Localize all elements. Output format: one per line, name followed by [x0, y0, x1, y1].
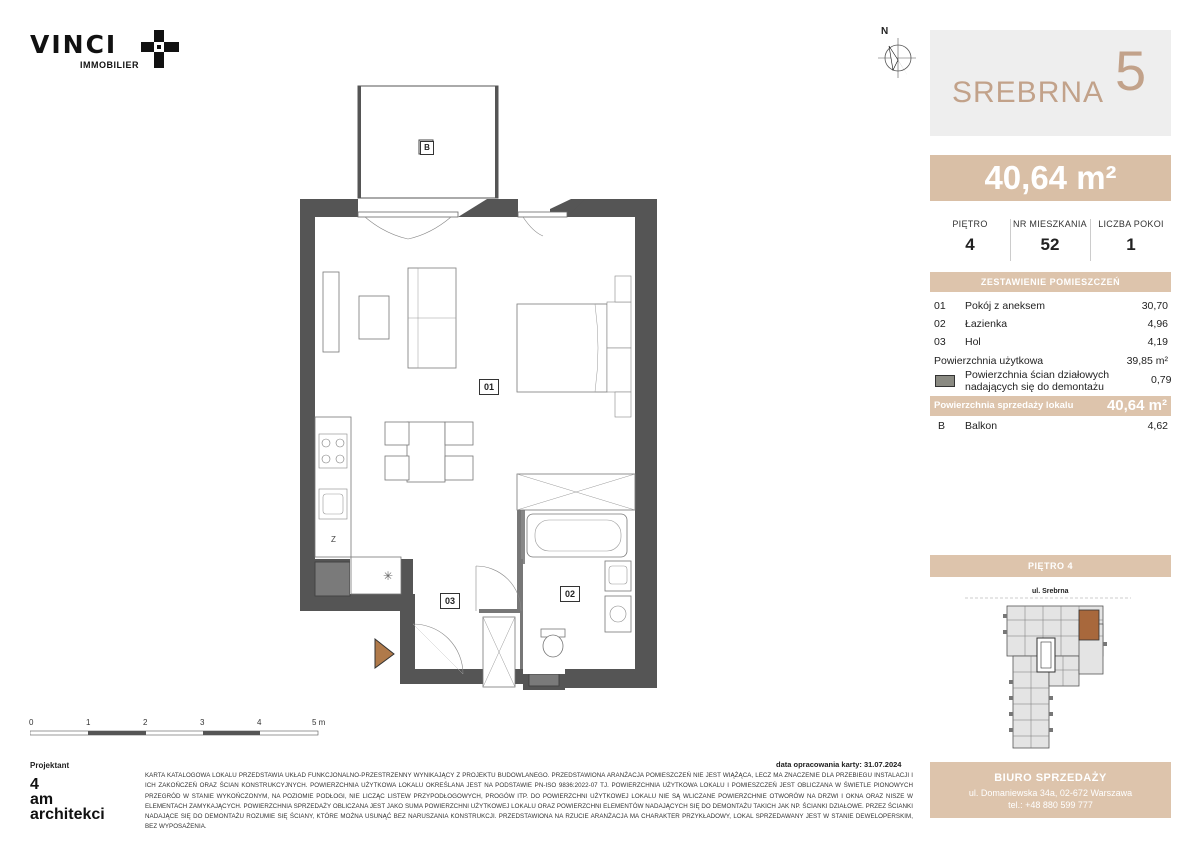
sales-office-address: ul. Domaniewska 34a, 02-672 Warszawa: [968, 788, 1133, 798]
vinci-logo-subtitle: IMMOBILIER: [80, 60, 139, 70]
room-03-label: 03: [440, 593, 460, 609]
balcony-label: B: [420, 141, 434, 155]
room-area: 4,96: [1147, 318, 1168, 330]
sale-area-label: Powierzchnia sprzedaży lokalu: [934, 400, 1074, 411]
number-stat: [1010, 219, 1090, 255]
scale-label-0: 0: [29, 718, 34, 727]
floor-stat: [930, 219, 1010, 255]
entrance-arrow-icon: [375, 639, 394, 668]
room-name: Hol: [965, 336, 981, 348]
current-unit-highlight: [1079, 610, 1099, 640]
room-row: [934, 318, 1168, 332]
sales-office-title: BIURO SPRZEDAŻY: [994, 772, 1107, 784]
walls-label: Powierzchnia ścian działowych nadających się do demontażu: [965, 369, 1110, 393]
room-no: 03: [934, 336, 946, 348]
usable-area-value: 39,85 m²: [1126, 355, 1168, 367]
designer-logo: 4 am architekci: [30, 776, 105, 823]
compass-icon: [866, 26, 916, 78]
rooms-header: ZESTAWIENIE POMIESZCZEŃ: [930, 272, 1171, 292]
room-name: Łazienka: [965, 318, 1008, 330]
room-no: 02: [934, 318, 946, 330]
scale-label-5: 5 m: [312, 718, 326, 727]
room-row: [934, 300, 1168, 314]
balcony-row: [934, 420, 1168, 434]
svg-text:✳: ✳: [383, 569, 394, 583]
scale-label-2: 2: [143, 718, 148, 727]
floor-plan: [295, 84, 665, 709]
floor-stat-value: 4: [965, 235, 975, 254]
usable-area-label: Powierzchnia użytkowa: [934, 355, 1044, 367]
north-label: N: [881, 26, 889, 37]
room-02-label: 02: [560, 586, 580, 602]
scale-label-3: 3: [200, 718, 205, 727]
rooms-stat: [1091, 219, 1171, 255]
room-area: 4,19: [1147, 336, 1168, 348]
number-stat-label: NR MIESZKANIA: [1013, 219, 1087, 229]
legal-notice: KARTA KATALOGOWA LOKALU PRZEDSTAWIA UKŁAD FUNKCJONALNO-PRZESTRZENNY WYNIKAJĄCY Z PROJEKTU BUDOWLANEGO. PRZEDSTAWIONA ARANŻACJA POMIESZCZEŃ NIE JEST WIĄŻĄCA, LECZ MA ZNACZENIE DLA PRZEBIEGU INSTALACJI I ICH ZAKOŃCZEŃ ORAZ ŚCIAN KONSTRUKCYJNYCH. POWIERZCHNIA UŻYTKOWA LOKALU OKREŚLANA JEST NA PODSTAWIE PN-ISO 9836:2022-07 TJ. POWIERZCHNIA UŻYTKOWA LOKALU I POMIESZCZEŃ JEST OBLICZANA W ŚWIETLE PIONOWYCH PRZEGRÓD W STANIE WYKOŃCZONYM, NA POZIOMIE PODŁOGI, NIE LICZĄC LISTEW PRZYPODŁOGOWYCH, PROGÓW ITP. DO POWIERZCHNI UŻYTKOWEJ LOKALU NIE SĄ WLICZANE POWIERZCHNIE OTWORÓW NA DRZWI I OKNA ORAZ NISZE W ELEMENTACH ZAMYKAJĄCYCH. POWIERZCHNIA SPRZEDAŻY OBLICZANA JEST JAKO SUMA POWIERZCHNI UŻYTKOWEJ LOKALU ORAZ POWIERZCHNI ELEMENTÓW NADAJĄCYCH SIĘ DO DEMONTAŻU TAKICH JAK NP. ŚCIANKI DZIAŁOWE. PRZEZ ŚCIANKI NADAJĄCE SIĘ DO DEMONTAŻU ROZUMIE SIĘ ŚCIANY, KTÓRE MOŻNA USUNĄĆ BEZ NARUSZANIA KONSTRUKCJI. PRZEDSTAWIONA NA RZUCIE ARANŻACJA MA CHARAKTER PRZYKŁADOWY, LOKAL SPRZEDAWANY JEST W STANIE DEWELOPERSKIM, BEZ WYPOSAŻENIA.: [145, 772, 913, 831]
vinci-logo-icon: [138, 28, 182, 70]
walls-value: 0,79: [1151, 374, 1172, 386]
number-stat-value: 52: [1040, 235, 1060, 254]
rooms-stat-value: 1: [1126, 235, 1136, 254]
street-label: ul. Srebrna: [1032, 588, 1069, 595]
project-name: SREBRNA: [952, 76, 1105, 109]
scale-label-1: 1: [86, 718, 91, 727]
sale-area-value: 40,64 m²: [1106, 397, 1167, 414]
balcony-area: 4,62: [1147, 420, 1168, 432]
svg-text:Z: Z: [331, 535, 336, 544]
balcony-no: B: [938, 420, 946, 432]
rooms-stat-label: LICZBA POKOI: [1098, 219, 1164, 229]
usable-area-row: [934, 355, 1168, 369]
project-number: 5: [1115, 39, 1147, 102]
room-01-label: 01: [479, 379, 499, 395]
project-brand-box: [930, 30, 1171, 136]
floor-stat-label: PIĘTRO: [952, 219, 988, 229]
room-row: [934, 336, 1168, 350]
walls-swatch: [935, 375, 955, 387]
room-name: Pokój z aneksem: [965, 300, 1045, 312]
designer-label: Projektant: [30, 761, 70, 770]
scale-label-4: 4: [257, 718, 262, 727]
scale-bar: [30, 728, 320, 738]
date-prepared: data opracowania karty: 31.07.2024: [776, 760, 902, 769]
room-area: 30,70: [1141, 300, 1168, 312]
building-floor-plan: [965, 596, 1135, 752]
sales-office-phone: tel.: +48 880 599 777: [1008, 800, 1093, 810]
floor-plan-header: PIĘTRO 4: [930, 555, 1171, 577]
sales-office-box: [930, 762, 1171, 818]
vinci-logo-text: VINCI: [30, 30, 118, 59]
sale-area-bar: [930, 396, 1171, 416]
apartment-area: 40,64 m²: [930, 155, 1171, 201]
room-no: 01: [934, 300, 946, 312]
balcony-name: Balkon: [965, 420, 998, 432]
